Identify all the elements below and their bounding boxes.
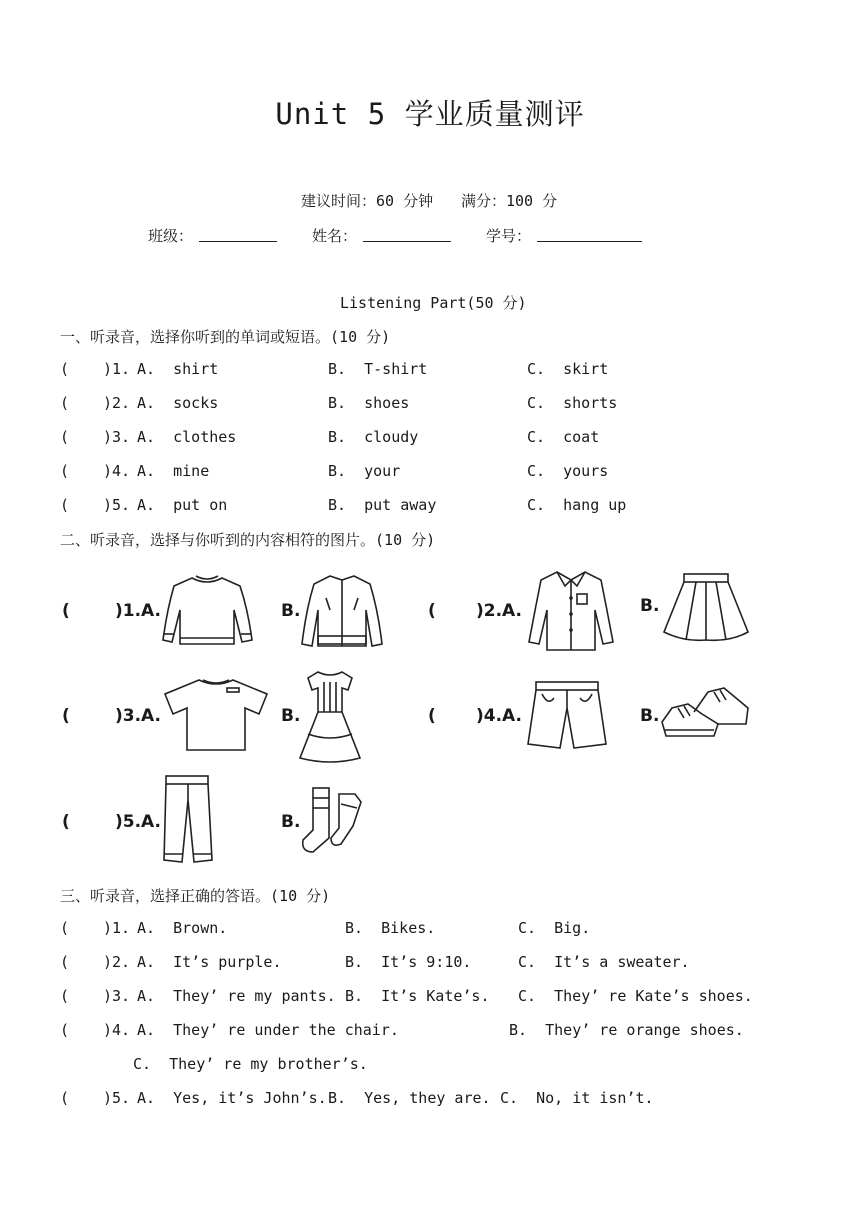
question-number: )5.: [103, 1089, 131, 1107]
option-a[interactable]: A. socks: [137, 394, 219, 412]
option-a[interactable]: A. They’ re under the chair.: [137, 1021, 399, 1039]
option-a[interactable]: A. mine: [137, 462, 210, 480]
skirt-icon[interactable]: [660, 570, 752, 646]
list-item: (: [62, 812, 70, 832]
time-label: 建议时间：60 分钟: [301, 192, 434, 210]
socks-icon[interactable]: [299, 786, 365, 856]
list-item: (: [62, 706, 70, 726]
option-a[interactable]: A. It’s purple.: [137, 953, 282, 971]
question-number: )2.A.: [476, 601, 522, 621]
option-a[interactable]: A. They’ re my pants.: [137, 987, 336, 1005]
option-b[interactable]: B. It’s Kate’s.: [345, 987, 490, 1005]
jacket-icon[interactable]: [300, 570, 384, 652]
dress-icon[interactable]: [298, 668, 362, 766]
part-title: Listening Part(50 分): [340, 294, 527, 312]
question-number: )2.: [103, 394, 131, 412]
class-label: 班级：: [148, 227, 194, 245]
question-number: )1.: [103, 919, 131, 937]
option-c[interactable]: C. hang up: [527, 496, 627, 514]
option-a[interactable]: A. Yes, it’s John’s.: [137, 1089, 327, 1107]
class-field[interactable]: [199, 227, 277, 242]
option-b[interactable]: B. They’ re orange shoes.: [509, 1021, 744, 1039]
question-number: )1.: [103, 360, 131, 378]
question-number: )3.A.: [115, 706, 161, 726]
option-b[interactable]: B. Yes, they are.: [328, 1089, 491, 1107]
question-number: )3.: [103, 987, 131, 1005]
option-c[interactable]: C. They’ re Kate’s shoes.: [518, 987, 753, 1005]
option-a[interactable]: A. put on: [137, 496, 228, 514]
section2-heading: 二、听录音，选择与你听到的内容相符的图片。(10 分): [60, 531, 436, 549]
page-title: Unit 5 学业质量测评: [275, 97, 585, 131]
list-item: (: [60, 428, 70, 446]
option-b[interactable]: B. It’s 9:10.: [345, 953, 472, 971]
option-c[interactable]: C. Big.: [518, 919, 591, 937]
list-item: (: [60, 496, 70, 514]
list-item: (: [60, 1021, 70, 1039]
id-field[interactable]: [537, 227, 642, 242]
list-item: (: [60, 394, 70, 412]
list-item: (: [60, 462, 70, 480]
id-label: 学号：: [486, 227, 532, 245]
option-c[interactable]: C. coat: [527, 428, 600, 446]
option-b-label: B.: [640, 706, 660, 726]
option-b[interactable]: B. your: [328, 462, 401, 480]
option-b-label: B.: [640, 596, 660, 616]
option-a[interactable]: A. shirt: [137, 360, 219, 378]
pants-icon[interactable]: [160, 774, 216, 866]
option-b[interactable]: B. cloudy: [328, 428, 419, 446]
option-a[interactable]: A. clothes: [137, 428, 237, 446]
name-field[interactable]: [363, 227, 451, 242]
option-b[interactable]: B. put away: [328, 496, 437, 514]
option-b[interactable]: B. Bikes.: [345, 919, 436, 937]
question-number: )5.: [103, 496, 131, 514]
option-b-label: B.: [281, 706, 301, 726]
question-number: )5.A.: [115, 812, 161, 832]
list-item: (: [428, 706, 436, 726]
list-item: (: [60, 360, 70, 378]
list-item: (: [62, 601, 70, 621]
list-item: (: [60, 919, 70, 937]
option-c[interactable]: C. They’ re my brother’s.: [133, 1055, 368, 1073]
question-number: )4.: [103, 462, 131, 480]
option-a[interactable]: A. Brown.: [137, 919, 228, 937]
question-number: )1.A.: [115, 601, 161, 621]
option-b-label: B.: [281, 812, 301, 832]
tshirt-icon[interactable]: [161, 676, 271, 754]
shorts-icon[interactable]: [524, 678, 610, 752]
option-c[interactable]: C. No, it isn’t.: [500, 1089, 654, 1107]
section3-heading: 三、听录音，选择正确的答语。(10 分): [60, 887, 331, 905]
option-c[interactable]: C. skirt: [527, 360, 609, 378]
question-number: )4.: [103, 1021, 131, 1039]
score-label: 满分：100 分: [461, 192, 558, 210]
name-label: 姓名：: [312, 227, 358, 245]
option-c[interactable]: C. It’s a sweater.: [518, 953, 690, 971]
list-item: (: [60, 987, 70, 1005]
question-number: )4.A.: [476, 706, 522, 726]
option-c[interactable]: C. shorts: [527, 394, 618, 412]
question-number: )3.: [103, 428, 131, 446]
list-item: (: [60, 1089, 70, 1107]
option-b[interactable]: B. shoes: [328, 394, 410, 412]
shirt-icon[interactable]: [527, 566, 615, 654]
sweater-icon[interactable]: [160, 570, 255, 652]
shoes-icon[interactable]: [658, 684, 752, 742]
section1-heading: 一、听录音，选择你听到的单词或短语。(10 分): [60, 328, 391, 346]
question-number: )2.: [103, 953, 131, 971]
option-b-label: B.: [281, 601, 301, 621]
option-c[interactable]: C. yours: [527, 462, 609, 480]
list-item: (: [60, 953, 70, 971]
list-item: (: [428, 601, 436, 621]
option-b[interactable]: B. T-shirt: [328, 360, 428, 378]
